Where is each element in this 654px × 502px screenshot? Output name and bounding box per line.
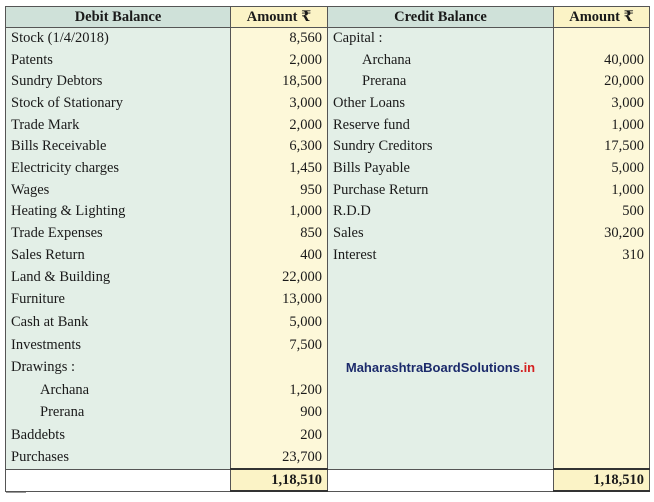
- table-row: [6, 223, 650, 245]
- credit-amount: 1,000: [554, 179, 650, 201]
- credit-amount: 310: [554, 244, 650, 266]
- table-row: [6, 158, 650, 180]
- debit-amount: 400: [231, 244, 328, 266]
- debit-amount: 13,000: [231, 289, 328, 312]
- page-fragment-divider: [6, 492, 26, 495]
- credit-amount: [554, 424, 650, 447]
- credit-amount: [554, 356, 650, 379]
- debit-amount: 2,000: [231, 49, 328, 71]
- debit-amount: 7,500: [231, 334, 328, 357]
- debit-item: Sundry Debtors: [6, 71, 231, 93]
- table-row: [6, 379, 650, 402]
- credit-item: [328, 311, 554, 334]
- debit-item: Prerana: [6, 402, 231, 425]
- credit-amount: 3,000: [554, 93, 650, 115]
- trial-balance: [5, 6, 649, 492]
- credit-amount: [554, 447, 650, 470]
- debit-balance-header: Debit Balance: [6, 7, 231, 28]
- debit-item: Heating & Lighting: [6, 201, 231, 223]
- credit-item: [328, 334, 554, 357]
- debit-item: Stock (1/4/2018): [6, 28, 231, 50]
- table-row: [6, 402, 650, 425]
- credit-item: R.D.D: [328, 201, 554, 223]
- watermark-part-3: .in: [519, 360, 536, 376]
- debit-item: Purchases: [6, 447, 231, 470]
- table-row: [6, 424, 650, 447]
- credit-item: [328, 379, 554, 402]
- credit-item: Sundry Creditors: [328, 136, 554, 158]
- table-row: [6, 114, 650, 136]
- credit-item: Prerana: [328, 71, 554, 93]
- credit-item: [328, 266, 554, 289]
- debit-item: Baddebts: [6, 424, 231, 447]
- debit-item: Investments: [6, 334, 231, 357]
- credit-item: Purchase Return: [328, 179, 554, 201]
- credit-total: 1,18,510: [554, 469, 650, 491]
- table-row: [6, 93, 650, 115]
- credit-amount: 1,000: [554, 114, 650, 136]
- debit-item: Bills Receivable: [6, 136, 231, 158]
- debit-total-label: [6, 469, 231, 491]
- table-row: [6, 136, 650, 158]
- table-row: [6, 447, 650, 470]
- credit-amount: [554, 266, 650, 289]
- credit-amount: [554, 28, 650, 50]
- debit-amount: 18,500: [231, 71, 328, 93]
- debit-amount: 1,200: [231, 379, 328, 402]
- debit-item: Furniture: [6, 289, 231, 312]
- credit-item: [328, 289, 554, 312]
- credit-item: Capital :: [328, 28, 554, 50]
- debit-item: Wages: [6, 179, 231, 201]
- debit-item: Trade Mark: [6, 114, 231, 136]
- credit-amount: [554, 311, 650, 334]
- table-row: [6, 244, 650, 266]
- credit-item: Bills Payable: [328, 158, 554, 180]
- debit-amount-header: Amount ₹: [231, 7, 328, 28]
- credit-balance-header: Credit Balance: [328, 7, 554, 28]
- debit-item: Trade Expenses: [6, 223, 231, 245]
- table-row: [6, 266, 650, 289]
- credit-item: Interest: [328, 244, 554, 266]
- credit-item: Other Loans: [328, 93, 554, 115]
- debit-amount: 22,000: [231, 266, 328, 289]
- debit-total: 1,18,510: [231, 469, 328, 491]
- site-watermark: [328, 356, 554, 379]
- table-row: [6, 71, 650, 93]
- table-row: [6, 356, 650, 379]
- credit-item: [328, 402, 554, 425]
- debit-amount: 23,700: [231, 447, 328, 470]
- debit-amount: 5,000: [231, 311, 328, 334]
- debit-amount: 200: [231, 424, 328, 447]
- debit-item: Electricity charges: [6, 158, 231, 180]
- debit-amount: 1,000: [231, 201, 328, 223]
- debit-item: Cash at Bank: [6, 311, 231, 334]
- credit-amount: [554, 379, 650, 402]
- table-row: [6, 179, 650, 201]
- debit-item: Stock of Stationary: [6, 93, 231, 115]
- debit-item: Archana: [6, 379, 231, 402]
- debit-amount: 3,000: [231, 93, 328, 115]
- credit-amount: 17,500: [554, 136, 650, 158]
- credit-amount: 30,200: [554, 223, 650, 245]
- trial-balance-table: [5, 6, 650, 492]
- credit-total-label: [328, 469, 554, 491]
- watermark-part-2: BoardSolutions: [423, 360, 520, 376]
- table-row: [6, 201, 650, 223]
- credit-item: [328, 424, 554, 447]
- debit-amount: 950: [231, 179, 328, 201]
- totals-row: [6, 469, 650, 491]
- credit-amount-header: Amount ₹: [554, 7, 650, 28]
- watermark-part-1: Maharashtra: [345, 360, 424, 376]
- debit-item: Patents: [6, 49, 231, 71]
- credit-amount: [554, 402, 650, 425]
- credit-amount: 500: [554, 201, 650, 223]
- table-row: [6, 289, 650, 312]
- debit-item: Sales Return: [6, 244, 231, 266]
- debit-item: Land & Building: [6, 266, 231, 289]
- debit-amount: 900: [231, 402, 328, 425]
- header-row: [6, 7, 650, 28]
- table-row: [6, 28, 650, 50]
- credit-amount: 5,000: [554, 158, 650, 180]
- credit-amount: 40,000: [554, 49, 650, 71]
- credit-item: [328, 447, 554, 470]
- credit-amount: [554, 289, 650, 312]
- debit-amount: 850: [231, 223, 328, 245]
- debit-amount: [231, 356, 328, 379]
- credit-item: Archana: [328, 49, 554, 71]
- debit-amount: 1,450: [231, 158, 328, 180]
- credit-item: Reserve fund: [328, 114, 554, 136]
- credit-amount: 20,000: [554, 71, 650, 93]
- credit-item: Sales: [328, 223, 554, 245]
- debit-amount: 6,300: [231, 136, 328, 158]
- table-row: [6, 334, 650, 357]
- debit-amount: 2,000: [231, 114, 328, 136]
- debit-amount: 8,560: [231, 28, 328, 50]
- debit-item: Drawings :: [6, 356, 231, 379]
- table-row: [6, 311, 650, 334]
- table-row: [6, 49, 650, 71]
- credit-amount: [554, 334, 650, 357]
